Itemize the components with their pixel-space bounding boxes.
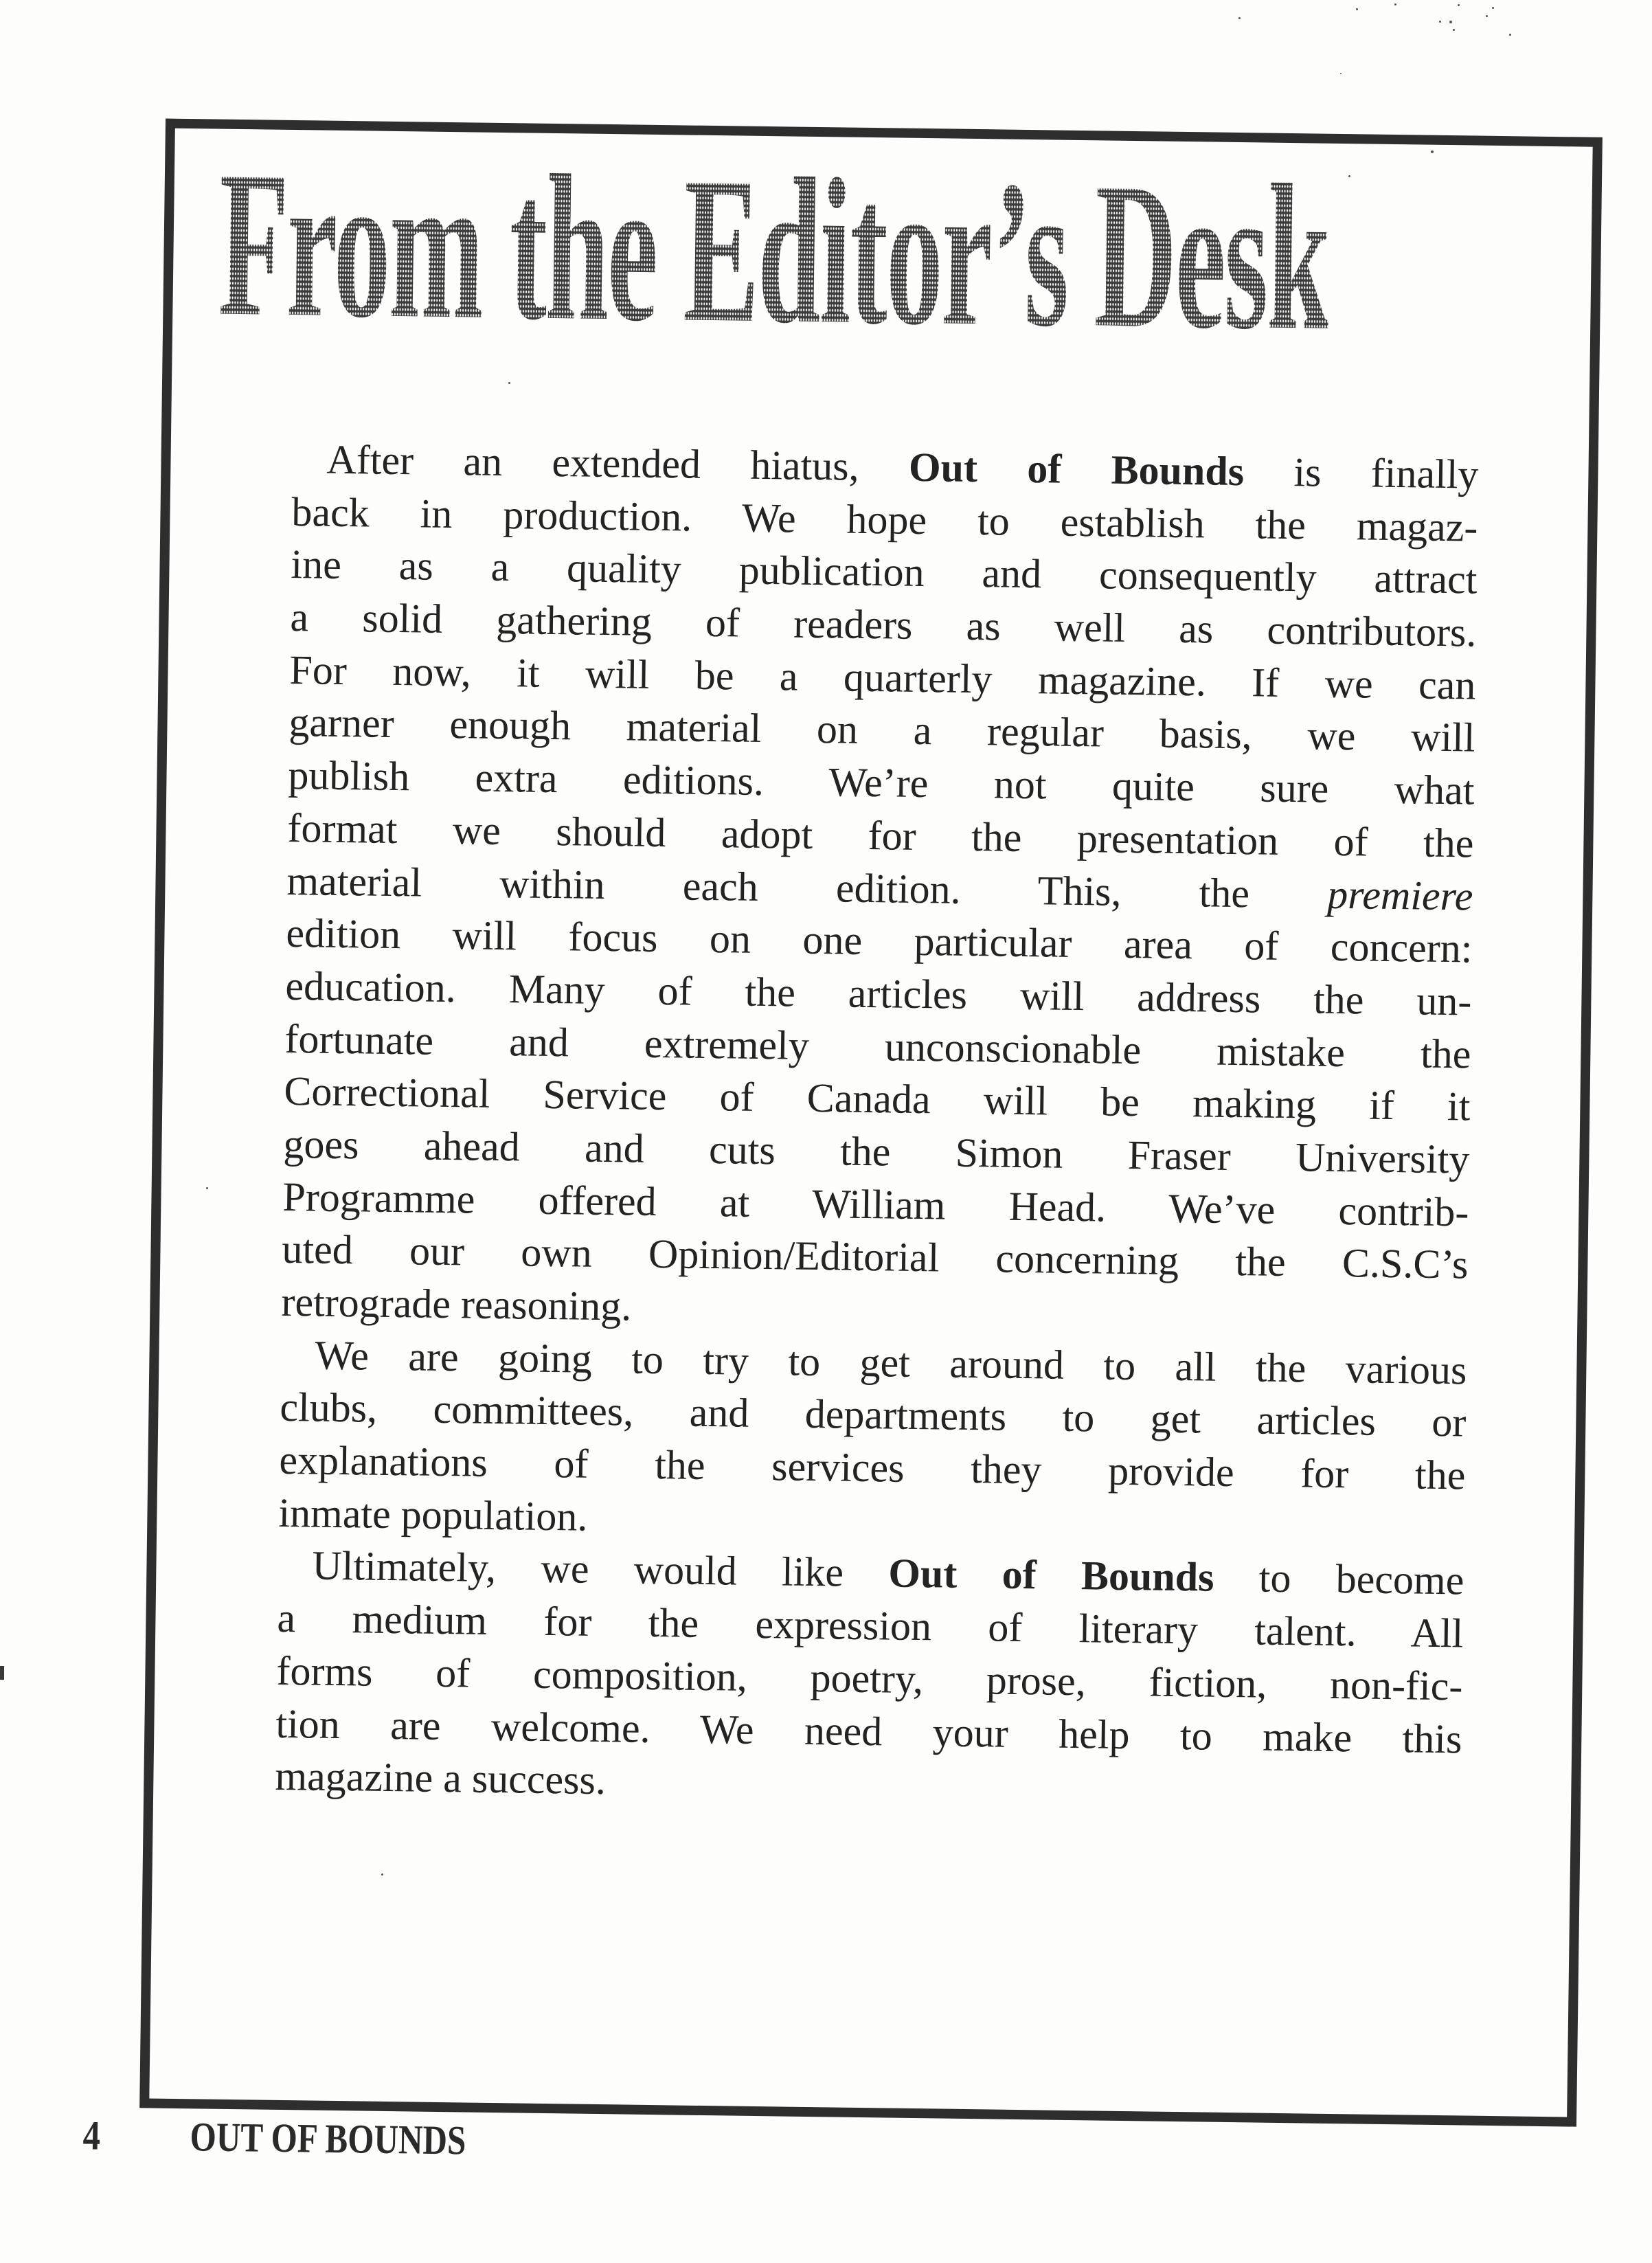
speck (1439, 21, 1441, 23)
publication-name-bold: Out of Bounds (908, 444, 1245, 495)
text-run: fortunate and extremely unconscionable mistake the (284, 1015, 1471, 1077)
text-run: publish extra editions. We’re not quite sure what (288, 752, 1475, 813)
publication-name-bold: Out of Bounds (887, 1550, 1214, 1601)
text-run: is finally (1243, 449, 1479, 497)
text-run: clubs, committees, and departments to get articles or (280, 1384, 1467, 1445)
text-run: edition will focus on one particular area of concern: (286, 910, 1473, 971)
text-run: After an extended hiatus, (326, 436, 909, 490)
text-run: Ultimately, we would like (312, 1542, 889, 1596)
text-run: We are going to try to get around to all the various (315, 1332, 1467, 1393)
text-run: forms of composition, poetry, prose, fiction, non-fic- (276, 1647, 1463, 1709)
text-run: education. Many of the articles will address the un- (285, 962, 1472, 1024)
speck (1394, 3, 1396, 5)
text-run: uted our own Opinion/Editorial concerning the C.S.C’s (282, 1226, 1469, 1287)
article-title: From the Editor’s Desk (217, 127, 1331, 374)
speck (1486, 15, 1488, 17)
text-run: inmate population. (278, 1489, 588, 1540)
text-run: ine as a quality publication and consequently attract (291, 541, 1478, 603)
article-title-block (217, 127, 1532, 374)
text-run: For now, it will be a quarterly magazine. If we can (289, 646, 1476, 708)
page-number: 4 (82, 2113, 101, 2159)
text-run: to become (1214, 1555, 1464, 1603)
text-run: Programme offered at William Head. We’ve contrib- (282, 1173, 1469, 1235)
text-run: a solid gathering of readers as well as contributors. (290, 594, 1477, 655)
text-run: tion are welcome. We need your help to make this (275, 1700, 1462, 1761)
speck (1348, 175, 1350, 177)
speck (381, 1873, 383, 1876)
speck (1449, 21, 1452, 23)
speck (1458, 4, 1460, 6)
text-run: goes ahead and cuts the Simon Fraser University (283, 1121, 1470, 1182)
text-run: garner enough material on a regular basis, we will (288, 699, 1475, 761)
text-run: back in production. We hope to establish the magaz- (291, 488, 1478, 550)
speck (508, 382, 510, 384)
speck (206, 1187, 208, 1189)
text-run: explanations of the services they provide for the (279, 1437, 1466, 1498)
speck (1238, 17, 1241, 19)
text-run: material within each edition. This, the (286, 857, 1328, 917)
text-run: Correctional Service of Canada will be making if it (284, 1068, 1471, 1129)
text-run: format we should adopt for the presentation of the (287, 804, 1474, 866)
text-run: retrograde reasoning. (281, 1279, 632, 1329)
speck (1356, 8, 1358, 10)
speck (1492, 7, 1494, 9)
running-footer-publication: OUT OF BOUNDS (190, 2114, 466, 2163)
text-run: a medium for the expression of literary talent. All (277, 1595, 1464, 1656)
speck (1509, 34, 1511, 36)
scan-edge-mark (0, 1666, 4, 1680)
text-run: magazine a success. (275, 1753, 607, 1803)
article-body (275, 433, 1479, 1818)
emphasis-italic: premiere (1326, 871, 1473, 919)
speck (1453, 29, 1455, 31)
speck (1431, 150, 1434, 153)
speck (1340, 73, 1342, 74)
